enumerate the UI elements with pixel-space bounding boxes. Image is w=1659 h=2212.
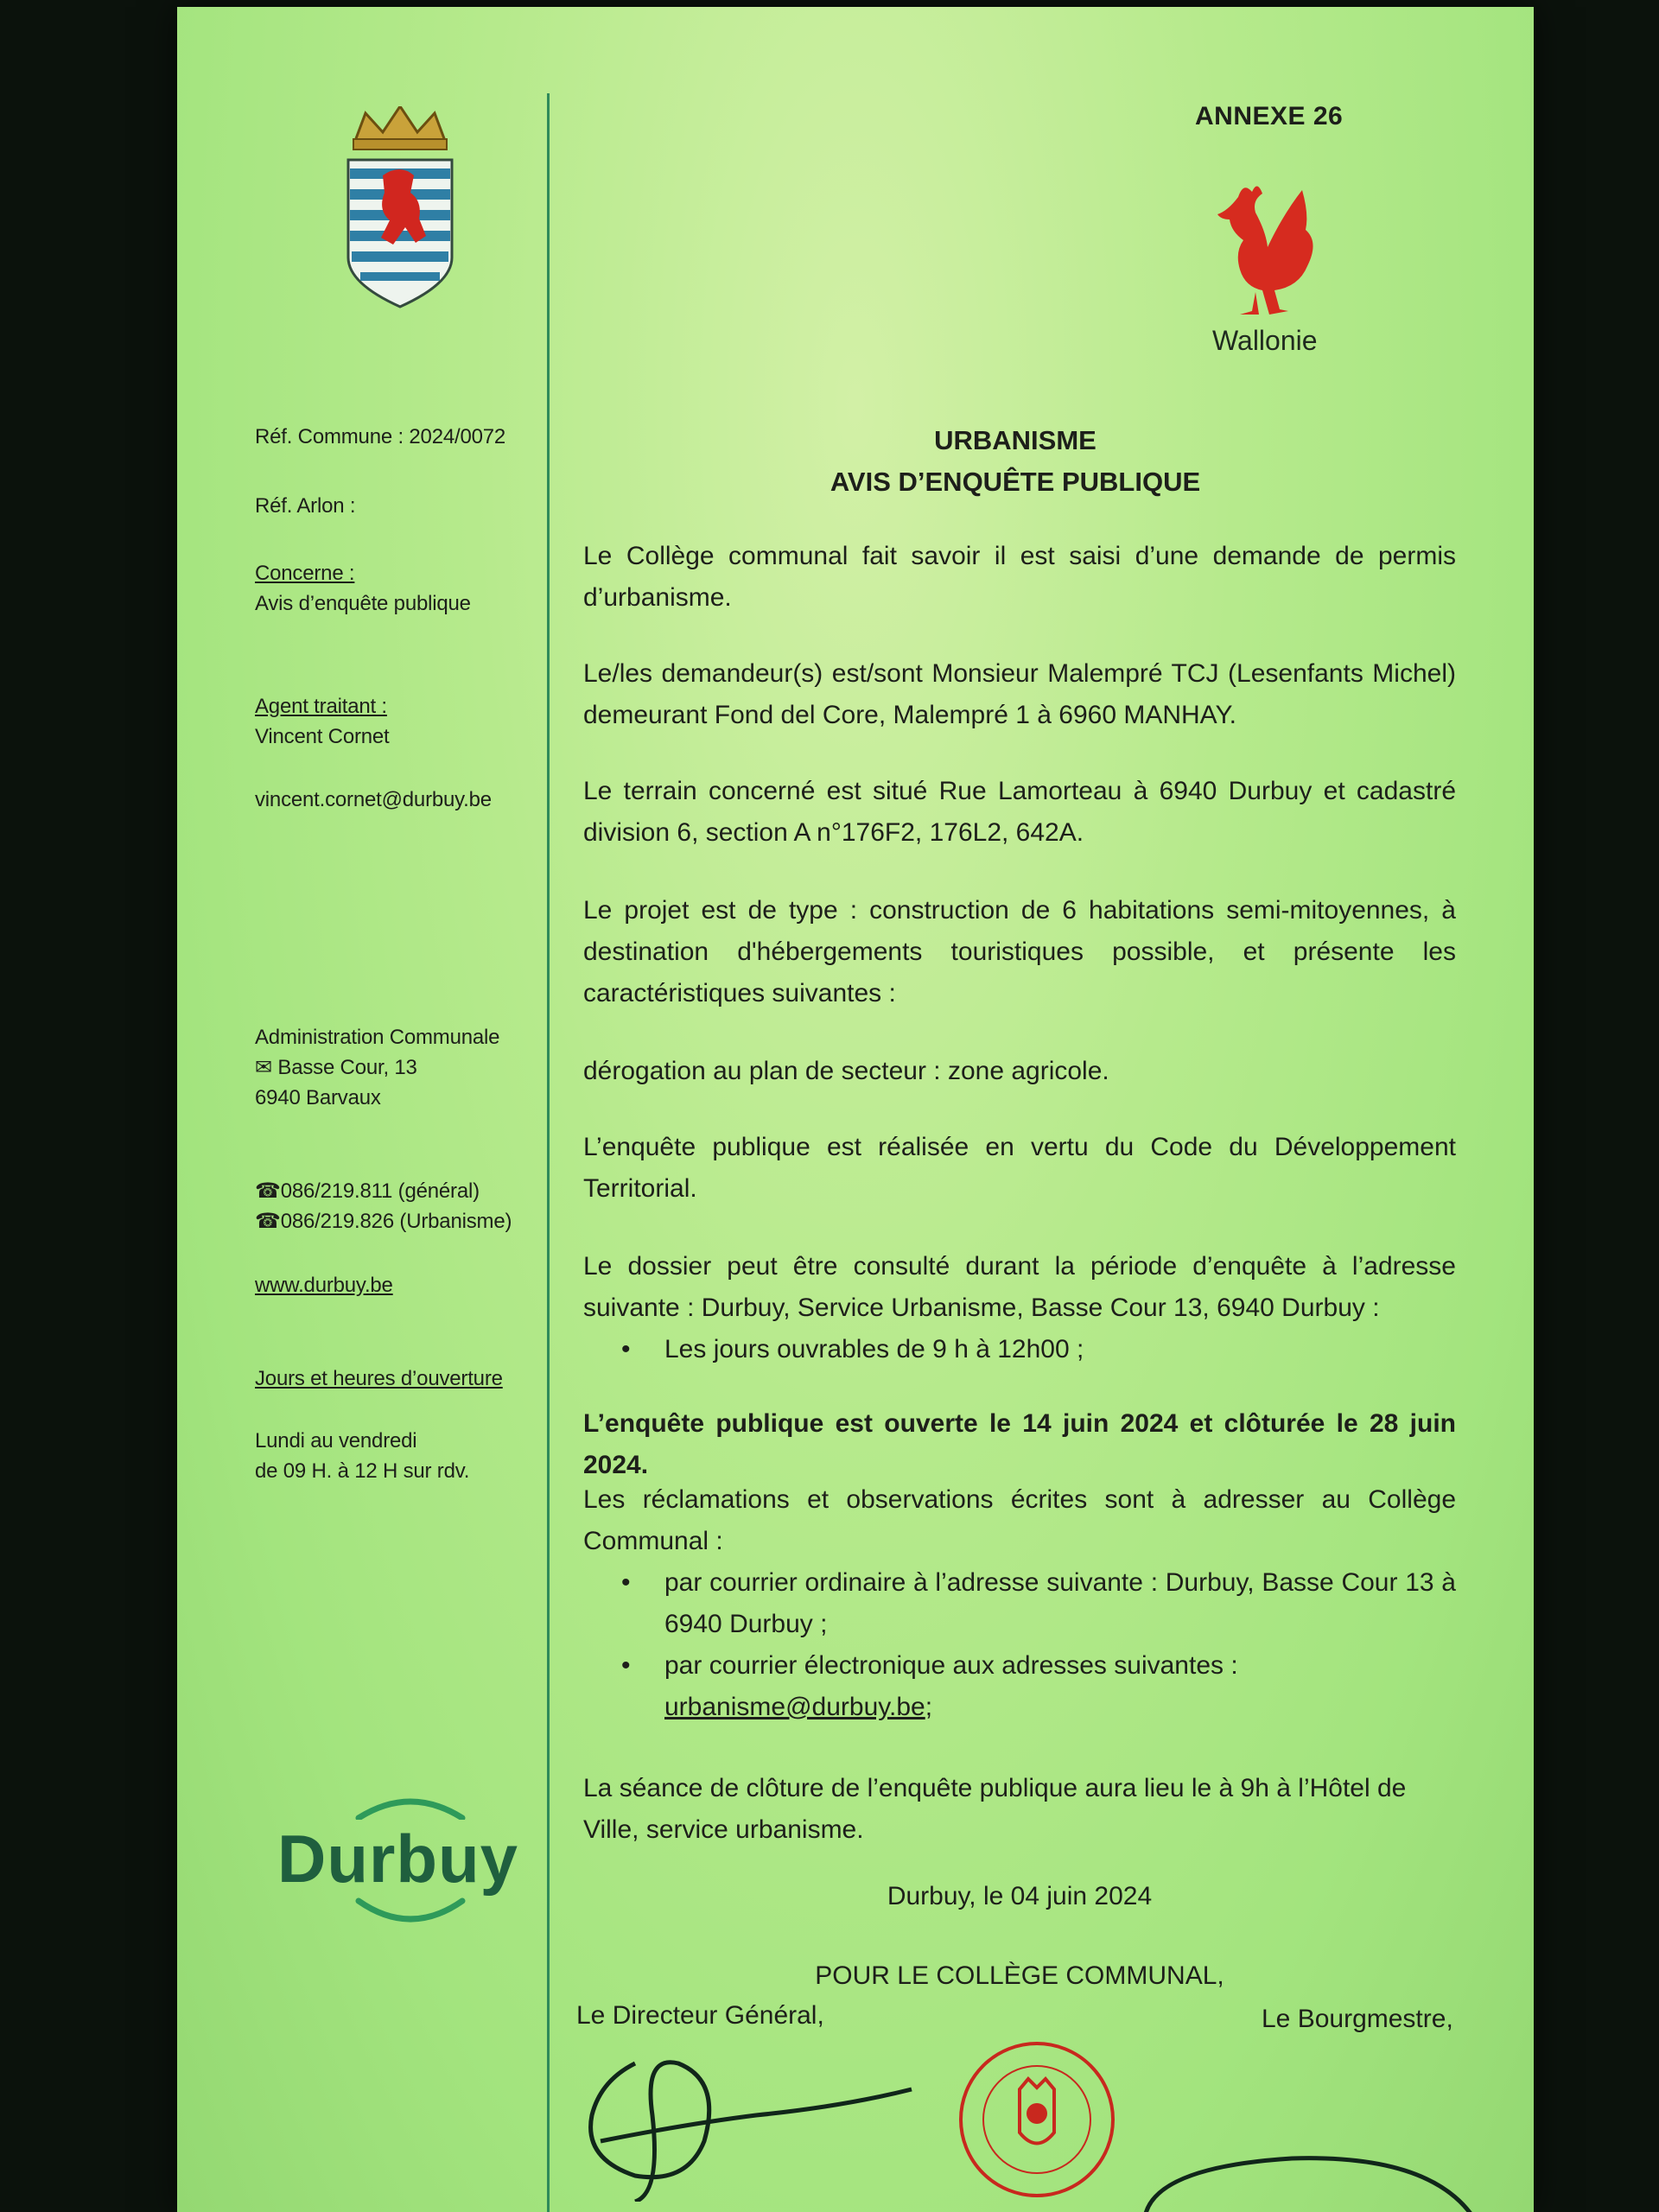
notice-sheet — [177, 7, 1534, 2212]
hours-days: Lundi au vendredi — [255, 1429, 417, 1452]
column-divider — [547, 93, 550, 2212]
college-line: POUR LE COLLÈGE COMMUNAL, — [815, 1961, 1224, 1990]
paragraph-request: Le Collège communal fait savoir il est saisi d’une demande de permis d’urbanisme. — [583, 542, 1456, 612]
ref-arlon: Réf. Arlon : — [255, 494, 356, 518]
municipal-seal-icon — [955, 2037, 1119, 2202]
admin-street-line — [255, 1052, 417, 1083]
list-item: • Les jours ouvrables de 9 h à 12h00 ; — [664, 1329, 1456, 1370]
coat-of-arms-icon — [340, 106, 461, 314]
region-name: Wallonie — [1212, 325, 1318, 356]
agent-name: Vincent Cornet — [255, 725, 390, 748]
date-line: Durbuy, le 04 juin 2024 — [887, 1882, 1153, 1910]
notice-title: URBANISME — [934, 425, 1096, 455]
claims-text: Les réclamations et observations écrites sont à adresser au Collège Communal : — [583, 1485, 1456, 1555]
consultation-text: Le dossier peut être consulté durant la période d’enquête à l’adresse suivante : Durbuy, Service Urbanisme, Basse Cour 13, 6940 Durbuy : — [583, 1252, 1456, 1322]
paragraph-derogation: dérogation au plan de secteur : zone agricole. — [583, 1057, 1109, 1085]
hours-label: Jours et heures d’ouverture — [255, 1367, 503, 1390]
annex-label: ANNEXE 26 — [1195, 102, 1344, 130]
mail-icon: ✉ — [255, 1056, 278, 1079]
director-signature-icon — [583, 2029, 920, 2202]
logo-arc-top-icon — [341, 1794, 480, 1820]
phone-icon: ☎ — [255, 1210, 281, 1233]
mayor-signature-icon — [1136, 2133, 1482, 2212]
paragraph-consultation — [583, 1246, 1456, 1370]
phone-general-line — [255, 1176, 480, 1206]
phone-icon: ☎ — [255, 1179, 281, 1203]
phone-urbanisme: 086/219.826 (Urbanisme) — [280, 1210, 512, 1233]
notice-subtitle: AVIS D’ENQUÊTE PUBLIQUE — [830, 467, 1201, 497]
urbanisme-email-link[interactable]: urbanisme@durbuy.be — [664, 1693, 925, 1721]
ref-commune: Réf. Commune : 2024/0072 — [255, 425, 506, 448]
consultation-list — [583, 1329, 1456, 1370]
durbuy-logo: Durbuy — [277, 1821, 518, 1897]
list-item: • par courrier ordinaire à l’adresse suivante : Durbuy, Basse Cour 13 à 6940 Durbuy ; — [664, 1562, 1456, 1645]
rooster-icon — [1205, 180, 1326, 322]
claims-list — [583, 1562, 1456, 1728]
paragraph-legal-basis: L’enquête publique est réalisée en vertu du Code du Développement Territorial. — [583, 1133, 1456, 1203]
hours-time: de 09 H. à 12 H sur rdv. — [255, 1459, 470, 1483]
claims-email-end: ; — [925, 1693, 933, 1721]
logo-arc-bottom-icon — [341, 1897, 480, 1927]
mayor-title: Le Bourgmestre, — [1262, 2005, 1453, 2033]
concerne-label: Concerne : — [255, 562, 355, 585]
director-title: Le Directeur Général, — [576, 2001, 824, 2030]
paragraph-dates: L’enquête publique est ouverte le 14 juin 2024 et clôturée le 28 juin 2024. — [583, 1409, 1456, 1479]
paragraph-project: Le projet est de type : construction de 6 habitations semi-mitoyennes, à destination d'hébergements touristiques possible, et présente les caractéristiques suivantes : — [583, 896, 1456, 1007]
claims-email-text: par courrier électronique aux adresses suivantes : — [664, 1651, 1238, 1680]
paragraph-claims — [583, 1479, 1456, 1728]
phone-general: 086/219.811 (général) — [280, 1179, 480, 1203]
agent-label: Agent traitant : — [255, 695, 387, 718]
list-item — [664, 1645, 1456, 1728]
website-link[interactable]: www.durbuy.be — [255, 1274, 393, 1297]
paragraph-closing-session: La séance de clôture de l’enquête publique aura lieu le à 9h à l’Hôtel de Ville, service urbanisme. — [583, 1774, 1407, 1844]
admin-name: Administration Communale — [255, 1026, 500, 1049]
agent-email[interactable]: vincent.cornet@durbuy.be — [255, 788, 492, 811]
concerne-value: Avis d’enquête publique — [255, 592, 471, 615]
paragraph-applicant: Le/les demandeur(s) est/sont Monsieur Malempré TCJ (Lesenfants Michel) demeurant Fond del Core, Malempré 1 à 6960 MANHAY. — [583, 659, 1456, 729]
phone-urbanisme-line — [255, 1206, 512, 1236]
paragraph-land: Le terrain concerné est situé Rue Lamorteau à 6940 Durbuy et cadastré division 6, section A n°176F2, 176L2, 642A. — [583, 777, 1456, 847]
admin-street: Basse Cour, 13 — [277, 1056, 417, 1079]
admin-city: 6940 Barvaux — [255, 1086, 381, 1109]
